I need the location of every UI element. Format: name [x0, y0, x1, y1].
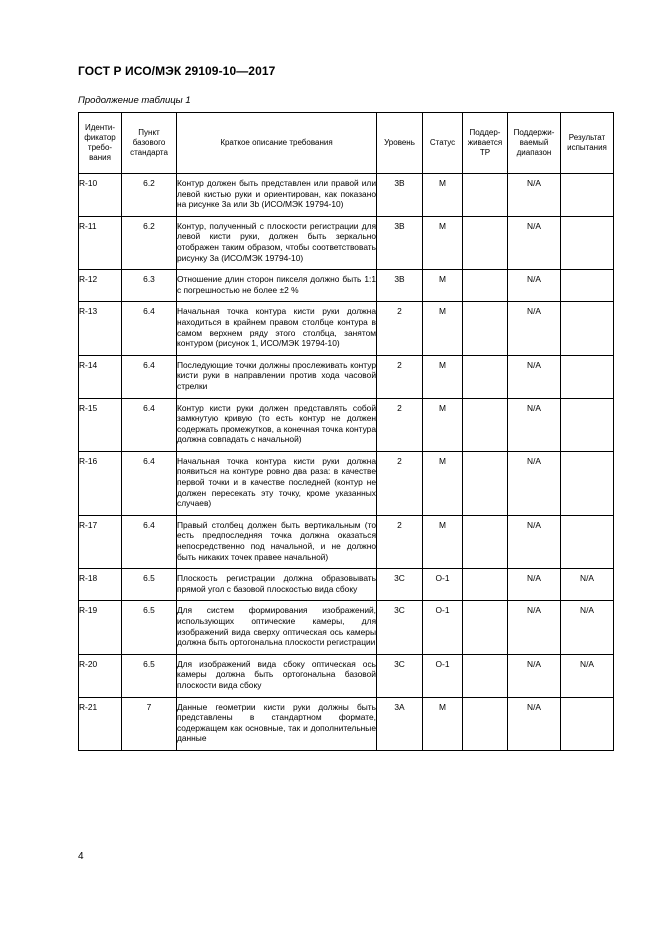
- cell-tp-support: [463, 569, 508, 601]
- cell-tp-support: [463, 654, 508, 697]
- cell-base-clause: 6.2: [122, 174, 177, 217]
- cell-tp-support: [463, 270, 508, 302]
- cell-requirement-id: R-16: [79, 451, 122, 515]
- cell-requirement-id: R-19: [79, 601, 122, 654]
- cell-level: 3С: [377, 654, 423, 697]
- cell-status: М: [423, 302, 463, 355]
- cell-level: 2: [377, 451, 423, 515]
- table-row: [79, 216, 614, 269]
- cell-status: О-1: [423, 569, 463, 601]
- cell-base-clause: 6.4: [122, 398, 177, 451]
- cell-requirement-id: R-21: [79, 697, 122, 750]
- cell-level: 2: [377, 355, 423, 398]
- table-row: [79, 654, 614, 697]
- cell-requirement-id: R-11: [79, 216, 122, 269]
- cell-supported-range: N/A: [508, 174, 561, 217]
- table-row: [79, 398, 614, 451]
- cell-test-result: [561, 697, 614, 750]
- cell-base-clause: 6.5: [122, 601, 177, 654]
- cell-description: Начальная точка контура кисти руки должна появиться на контуре ровно два раза: в качестве первой точки и в качестве последней (контур не должен пересекать эту точку, кроме указанных случаев): [177, 451, 377, 515]
- cell-supported-range: N/A: [508, 697, 561, 750]
- cell-base-clause: 6.2: [122, 216, 177, 269]
- table-row: [79, 302, 614, 355]
- header-level: Уровень: [377, 113, 423, 174]
- cell-description: Начальная точка контура кисти руки должна находиться в крайнем правом столбце контура в самом верхнем ряду этого столбца, занятом контуром (рисунок 1, ИСО/МЭК 19794-10): [177, 302, 377, 355]
- cell-level: 2: [377, 515, 423, 568]
- cell-supported-range: N/A: [508, 302, 561, 355]
- cell-level: 3В: [377, 174, 423, 217]
- cell-tp-support: [463, 697, 508, 750]
- cell-description: Отношение длин сторон пикселя должно быть 1:1 с погрешностью не более ±2 %: [177, 270, 377, 302]
- cell-level: 3А: [377, 697, 423, 750]
- cell-requirement-id: R-14: [79, 355, 122, 398]
- cell-requirement-id: R-17: [79, 515, 122, 568]
- cell-status: М: [423, 270, 463, 302]
- cell-supported-range: N/A: [508, 654, 561, 697]
- header-requirement-id: Иденти-фикатор требо-вания: [79, 113, 122, 174]
- table-row: [79, 174, 614, 217]
- cell-base-clause: 7: [122, 697, 177, 750]
- cell-test-result: [561, 515, 614, 568]
- cell-supported-range: N/A: [508, 515, 561, 568]
- cell-base-clause: 6.4: [122, 515, 177, 568]
- cell-test-result: N/A: [561, 569, 614, 601]
- cell-requirement-id: R-20: [79, 654, 122, 697]
- cell-description: Последующие точки должны прослеживать контур кисти руки в направлении против хода часовой стрелки: [177, 355, 377, 398]
- cell-tp-support: [463, 515, 508, 568]
- cell-tp-support: [463, 216, 508, 269]
- cell-status: О-1: [423, 654, 463, 697]
- cell-base-clause: 6.4: [122, 451, 177, 515]
- cell-description: Для изображений вида сбоку оптическая ось камеры должна быть ортогональна базовой плоскости вида сбоку: [177, 654, 377, 697]
- table-continuation-caption: Продолжение таблицы 1: [78, 95, 191, 106]
- header-description: Краткое описание требования: [177, 113, 377, 174]
- cell-status: М: [423, 398, 463, 451]
- cell-tp-support: [463, 302, 508, 355]
- cell-supported-range: N/A: [508, 451, 561, 515]
- cell-test-result: [561, 398, 614, 451]
- cell-description: Контур должен быть представлен или правой или левой кистью руки и ориентирован, как показано на рисунке 3а или 3b (ИСО/МЭК 19794-10): [177, 174, 377, 217]
- cell-tp-support: [463, 451, 508, 515]
- cell-supported-range: N/A: [508, 355, 561, 398]
- cell-tp-support: [463, 355, 508, 398]
- cell-tp-support: [463, 601, 508, 654]
- cell-description: Данные геометрии кисти руки должны быть представлены в стандартном формате, содержащем как основные, так и дополнительные данные: [177, 697, 377, 750]
- cell-base-clause: 6.4: [122, 355, 177, 398]
- cell-level: 3С: [377, 569, 423, 601]
- cell-level: 2: [377, 302, 423, 355]
- cell-description: Плоскость регистрации должна образовывать прямой угол с базовой плоскостью вида сбоку: [177, 569, 377, 601]
- cell-base-clause: 6.5: [122, 654, 177, 697]
- cell-tp-support: [463, 174, 508, 217]
- cell-status: М: [423, 216, 463, 269]
- table-row: [79, 697, 614, 750]
- cell-requirement-id: R-10: [79, 174, 122, 217]
- cell-supported-range: N/A: [508, 569, 561, 601]
- table-row: [79, 451, 614, 515]
- table-row: [79, 515, 614, 568]
- cell-status: М: [423, 697, 463, 750]
- header-status: Статус: [423, 113, 463, 174]
- cell-requirement-id: R-13: [79, 302, 122, 355]
- table-row: [79, 601, 614, 654]
- cell-requirement-id: R-15: [79, 398, 122, 451]
- cell-description: Контур кисти руки должен представлять собой замкнутую кривую (то есть контур не должен содержать промежутков, а конечная точка контура должна совпадать с начальной): [177, 398, 377, 451]
- cell-requirement-id: R-18: [79, 569, 122, 601]
- cell-status: М: [423, 355, 463, 398]
- cell-level: 2: [377, 398, 423, 451]
- table-row: [79, 355, 614, 398]
- cell-supported-range: N/A: [508, 398, 561, 451]
- cell-tp-support: [463, 398, 508, 451]
- cell-supported-range: N/A: [508, 270, 561, 302]
- cell-requirement-id: R-12: [79, 270, 122, 302]
- cell-status: О-1: [423, 601, 463, 654]
- cell-description: Для систем формирования изображений, использующих оптические камеры, для изображений вида сверху оптическая ось камеры должна быть ортогональна плоскости регистрации: [177, 601, 377, 654]
- cell-base-clause: 6.4: [122, 302, 177, 355]
- cell-test-result: N/A: [561, 654, 614, 697]
- cell-description: Правый столбец должен быть вертикальным (то есть предпоследняя точка должна оказаться непосредственно под начальной, и не должно быть никаких точек правее начальной): [177, 515, 377, 568]
- cell-status: М: [423, 174, 463, 217]
- cell-status: М: [423, 515, 463, 568]
- cell-test-result: [561, 451, 614, 515]
- cell-test-result: [561, 270, 614, 302]
- cell-base-clause: 6.3: [122, 270, 177, 302]
- document-title: ГОСТ Р ИСО/МЭК 29109-10—2017: [78, 64, 276, 78]
- header-supported-range: Поддержи-ваемый диапазон: [508, 113, 561, 174]
- cell-description: Контур, полученный с плоскости регистрации для левой кисти руки, должен быть зеркально отображен таким образом, чтобы соответствовать рисунку 3а (ИСО/МЭК 19794-10): [177, 216, 377, 269]
- cell-status: М: [423, 451, 463, 515]
- header-tp-support: Поддер-живается ТР: [463, 113, 508, 174]
- cell-test-result: N/A: [561, 601, 614, 654]
- cell-supported-range: N/A: [508, 601, 561, 654]
- table-row: [79, 569, 614, 601]
- table-header-row: [79, 113, 614, 174]
- cell-level: 3С: [377, 601, 423, 654]
- header-base-clause: Пункт базового стандарта: [122, 113, 177, 174]
- cell-base-clause: 6.5: [122, 569, 177, 601]
- cell-test-result: [561, 355, 614, 398]
- header-test-result: Результат испытания: [561, 113, 614, 174]
- page-number: 4: [78, 851, 84, 862]
- cell-test-result: [561, 174, 614, 217]
- cell-level: 3В: [377, 216, 423, 269]
- table-row: [79, 270, 614, 302]
- cell-test-result: [561, 216, 614, 269]
- cell-level: 3В: [377, 270, 423, 302]
- cell-supported-range: N/A: [508, 216, 561, 269]
- requirements-table: [78, 112, 614, 751]
- cell-test-result: [561, 302, 614, 355]
